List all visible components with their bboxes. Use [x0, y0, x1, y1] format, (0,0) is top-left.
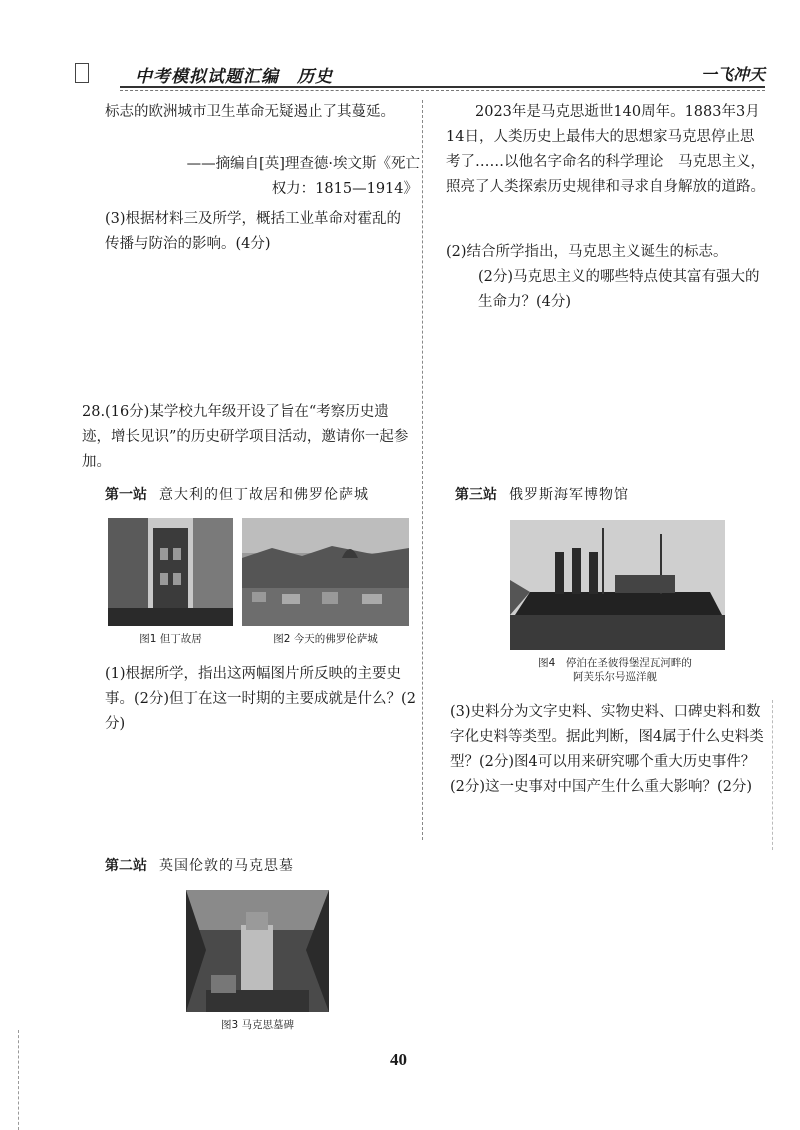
station-1-label: 第一站	[105, 487, 147, 503]
question-3-left: (3)根据材料三及所学，概括工业革命对霍乱的传播与防治的影响。(4分)	[105, 211, 402, 252]
question-1: (1)根据所学，指出这两幅图片所反映的主要史事。(2分)但丁在这一时期的主要成就是什么？(2分)	[105, 666, 416, 732]
question-3-right: (3)史料分为文字史料、实物史料、口碑史料和数字化史料等类型。据此判断，图4属于什么史料类型？(2分)图4可以用来研究哪个重大历史事件？(2分)这一史事对中国产生什么重大影响？(2分)	[450, 704, 764, 795]
figure-3-marx-tomb-photo	[186, 890, 329, 1012]
figure-1-dante-house-photo	[108, 518, 233, 626]
question-2a: (2)结合所学指出，马克思主义诞生的标志。	[446, 244, 728, 260]
header-rule	[120, 86, 765, 88]
question-28: 28.(16分)某学校九年级开设了旨在“考察历史遗迹，增长见识”的历史研学项目活动，邀请你一起参加。	[82, 404, 409, 470]
figure-4-caption-line-1: 图4 停泊在圣彼得堡涅瓦河畔的	[538, 657, 692, 669]
corner-mark	[75, 63, 89, 83]
page-header	[75, 58, 765, 88]
figure-2-florence-photo	[242, 518, 409, 626]
figure-4-aurora-cruiser-photo	[510, 520, 725, 650]
station-2-heading	[105, 855, 294, 875]
figure-4-caption-line-2: 阿芙乐尔号巡洋舰	[573, 671, 657, 683]
station-2-label: 第二站	[105, 858, 147, 874]
header-title: 中考模拟试题汇编 历史	[135, 67, 333, 87]
station-1-heading	[105, 484, 369, 504]
station-3-label: 第三站	[455, 487, 497, 503]
material-continuation: 标志的欧洲城市卫生革命无疑遏止了其蔓延。	[105, 104, 395, 120]
citation-line-2: 权力：1815—1914》	[271, 181, 418, 197]
header-rule-dashed	[120, 90, 765, 91]
station-2-place: 英国伦敦的马克思墓	[159, 858, 294, 874]
station-1-place: 意大利的但丁故居和佛罗伦萨城	[159, 487, 369, 503]
margin-dashes-left	[18, 1030, 19, 1130]
station-3-place: 俄罗斯海军博物馆	[509, 487, 629, 503]
question-2b: (2分)马克思主义的哪些特点使其富有强大的生命力？(4分)	[478, 269, 760, 310]
page-number: 40	[390, 1050, 407, 1069]
header-brand: 一飞冲天	[700, 65, 765, 84]
station-3-heading	[455, 484, 629, 504]
column-divider	[422, 100, 423, 840]
margin-dashes-right	[772, 700, 773, 850]
figure-2-caption: 图2 今天的佛罗伦萨城	[273, 633, 378, 645]
marx-paragraph: 2023年是马克思逝世140周年。1883年3月14日，人类历史上最伟大的思想家马克思停止思考了……以他名字命名的科学理论 马克思主义，照亮了人类探索历史规律和寻求自身解放的道路。	[446, 104, 765, 195]
figure-3-caption: 图3 马克思墓碑	[220, 1019, 295, 1031]
figure-1-caption: 图1 但丁故居	[139, 633, 202, 645]
citation-line-1: ——摘编自[英]理查德·埃文斯《死亡	[186, 156, 420, 172]
